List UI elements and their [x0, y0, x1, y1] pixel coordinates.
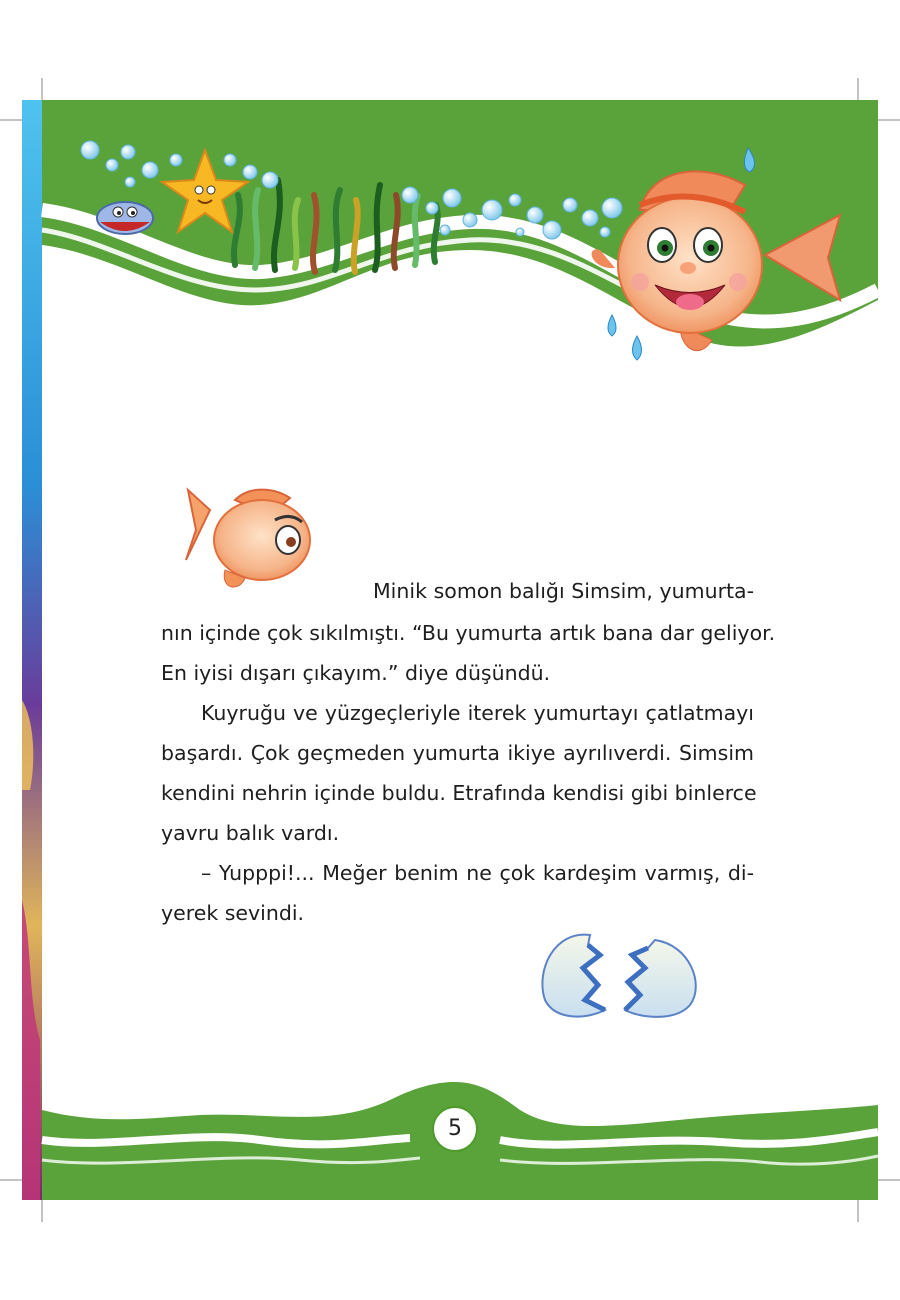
- small-fish-icon: [186, 490, 310, 587]
- story-line: – Yupppi!... Meğer benim ne çok kardeşim varmış, di-: [201, 861, 754, 885]
- story-line: yavru balık vardı.: [161, 821, 340, 845]
- story-line: kendini nehrin içinde buldu. Etrafında kendisi gibi binlerce: [161, 781, 757, 805]
- story-line: Minik somon balığı Simsim, yumurta-: [373, 579, 754, 603]
- top-banner: [42, 100, 878, 346]
- page-number: 5: [432, 1106, 478, 1152]
- story-line: nın içinde çok sıkılmıştı. “Bu yumurta artık bana dar geliyor.: [161, 621, 776, 645]
- cracked-egg-icon: [542, 935, 695, 1017]
- story-line: yerek sevindi.: [161, 901, 305, 925]
- story-line: başardı. Çok geçmeden yumurta ikiye ayrılıverdi. Simsim: [161, 741, 754, 765]
- story-line: Kuyruğu ve yüzgeçleriyle iterek yumurtayı çatlatmayı: [201, 701, 754, 725]
- clam-icon: [97, 202, 153, 234]
- story-line: En iyisi dışarı çıkayım.” diye düşündü.: [161, 661, 551, 685]
